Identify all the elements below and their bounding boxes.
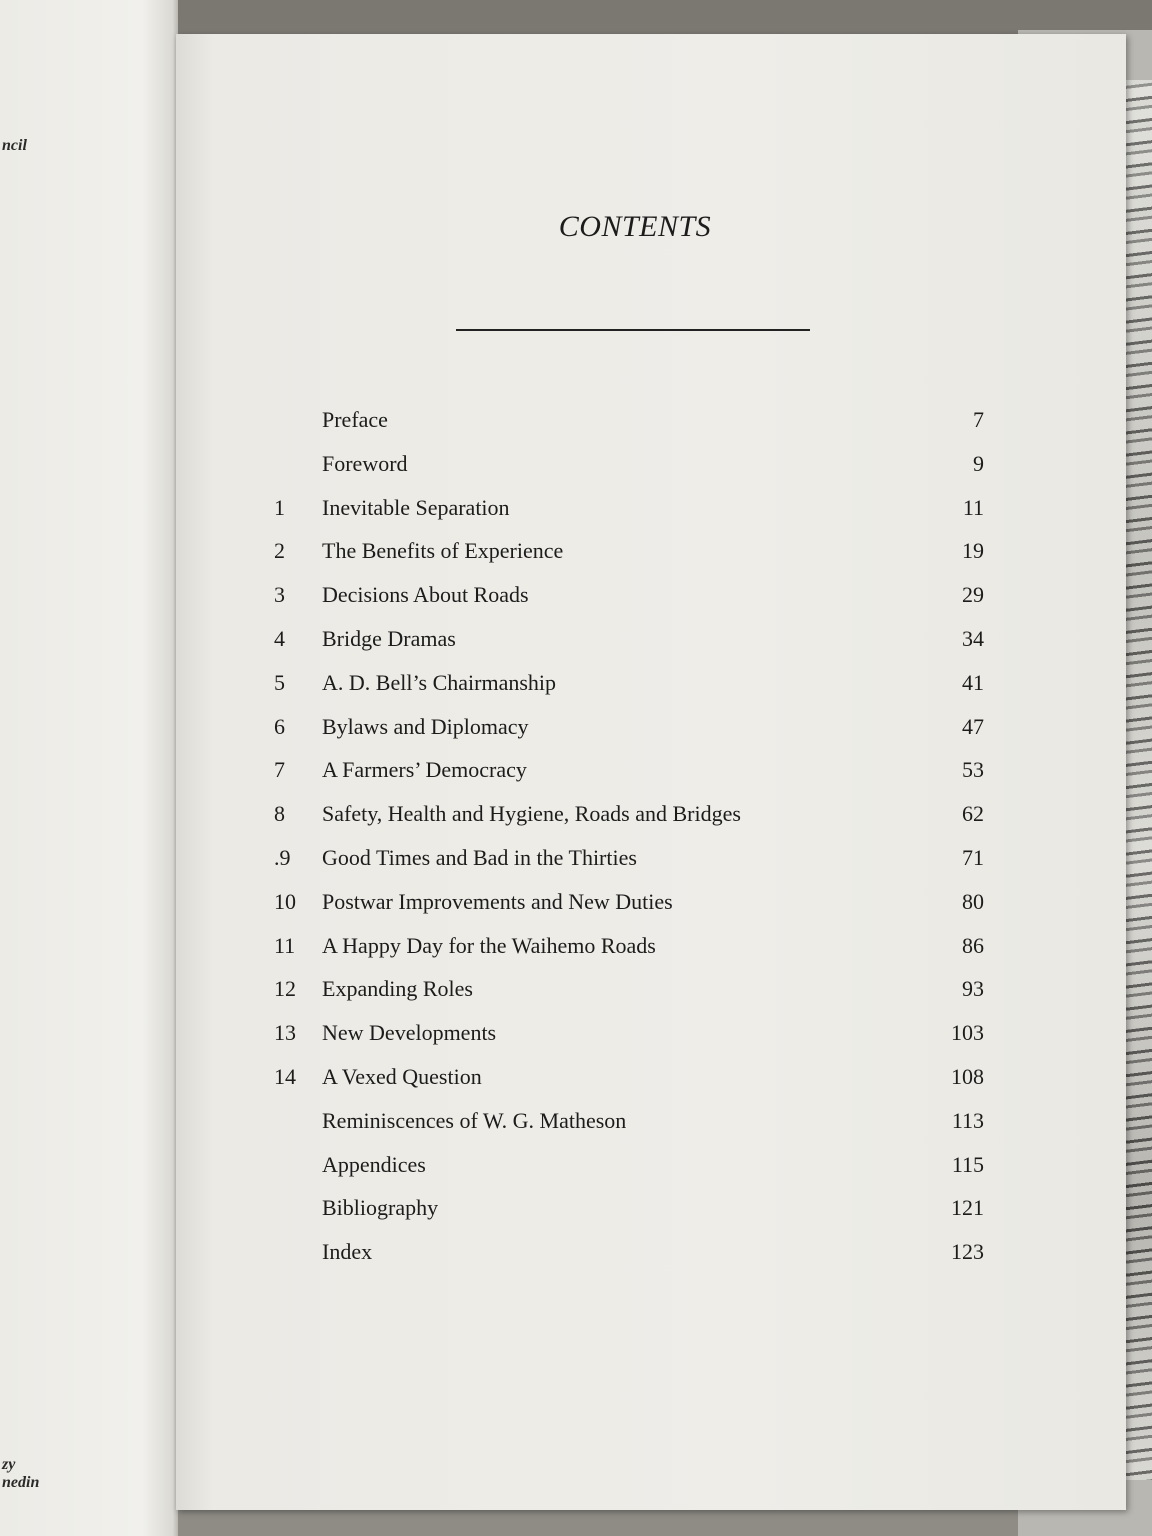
toc-page-number: 9 [973, 451, 984, 476]
toc-entry [176, 931, 1126, 961]
toc-chapter-number: 10 [274, 889, 296, 914]
toc-chapter-number: 5 [274, 670, 285, 695]
toc-chapter-number: 8 [274, 801, 285, 826]
toc-page-number: 108 [951, 1064, 984, 1089]
toc-chapter-number: 4 [274, 626, 285, 651]
toc-entry [176, 536, 1126, 566]
left-page-fragment: ncil [2, 137, 27, 154]
toc-chapter-number: 3 [274, 582, 285, 607]
toc-entry [176, 668, 1126, 698]
toc-entry [176, 799, 1126, 829]
toc-entry [176, 624, 1126, 654]
toc-entry [176, 405, 1126, 435]
toc-entry [176, 712, 1126, 742]
toc-entry-title: Index [322, 1239, 373, 1264]
toc-entry [176, 493, 1126, 523]
contents-page [176, 34, 1126, 1510]
toc-entry [176, 1150, 1126, 1180]
toc-page-number: 121 [951, 1195, 984, 1220]
toc-entry-title: A Vexed Question [322, 1064, 482, 1089]
toc-page-number: 29 [962, 582, 984, 607]
toc-page-number: 71 [962, 845, 984, 870]
toc-page-number: 19 [962, 538, 984, 563]
toc-entry-title: A Farmers’ Democracy [322, 757, 527, 782]
toc-entry-title: Bylaws and Diplomacy [322, 714, 529, 739]
toc-chapter-number: 6 [274, 714, 285, 739]
page-title: CONTENTS [558, 210, 712, 243]
toc-entry-title: Good Times and Bad in the Thirties [322, 845, 637, 870]
toc-entry-title: Decisions About Roads [322, 582, 529, 607]
toc-entry-title: A. D. Bell’s Chairmanship [322, 670, 557, 695]
toc-entry-title: New Developments [322, 1020, 497, 1045]
toc-entry-title: Postwar Improvements and New Duties [322, 889, 673, 914]
toc-entry [176, 755, 1126, 785]
toc-entry-title: Reminiscences of W. G. Matheson [322, 1108, 627, 1133]
toc-chapter-number: .9 [274, 845, 291, 870]
toc-page-number: 113 [951, 1108, 984, 1133]
toc-page-number: 80 [962, 889, 984, 914]
toc-entry-title: The Benefits of Experience [322, 538, 564, 563]
toc-entry [176, 449, 1126, 479]
toc-entry [176, 843, 1126, 873]
toc-entry-title: Appendices [322, 1152, 426, 1177]
left-page-fragment: zy [2, 1456, 16, 1473]
title-rule [456, 329, 810, 331]
toc-entry [176, 887, 1126, 917]
toc-entry-title: Expanding Roles [322, 976, 473, 1001]
toc-page-number: 11 [962, 495, 984, 520]
toc-entry-title: Safety, Health and Hygiene, Roads and Bridges [322, 801, 741, 826]
toc-chapter-number: 7 [274, 757, 285, 782]
toc-entry-title: Bridge Dramas [322, 626, 456, 651]
toc-page-number: 41 [962, 670, 984, 695]
toc-entry [176, 974, 1126, 1004]
toc-chapter-number: 12 [274, 976, 296, 1001]
toc-entry [176, 1193, 1126, 1223]
toc-page-number: 115 [951, 1152, 984, 1177]
toc-page-number: 7 [973, 407, 984, 432]
toc-page-number: 34 [962, 626, 984, 651]
toc-entry-title: Foreword [322, 451, 408, 476]
toc-chapter-number: 13 [274, 1020, 296, 1045]
toc-entry [176, 1018, 1126, 1048]
toc-chapter-number: 14 [274, 1064, 296, 1089]
toc-page-number: 86 [962, 933, 984, 958]
toc-entry-title: Preface [322, 407, 388, 432]
toc-page-number: 93 [962, 976, 984, 1001]
toc-entry [176, 1106, 1126, 1136]
toc-entry [176, 1237, 1126, 1267]
toc-page-number: 123 [951, 1239, 984, 1264]
toc-page-number: 103 [951, 1020, 984, 1045]
toc-page-number: 47 [962, 714, 984, 739]
toc-entry [176, 580, 1126, 610]
toc-chapter-number: 2 [274, 538, 285, 563]
left-page [0, 0, 178, 1536]
toc-page-number: 62 [962, 801, 984, 826]
toc-page-number: 53 [962, 757, 984, 782]
toc-entry-title: Inevitable Separation [322, 495, 510, 520]
left-page-fragment: nedin [2, 1474, 40, 1491]
toc-chapter-number: 1 [274, 495, 285, 520]
toc-chapter-number: 11 [274, 933, 296, 958]
toc-entry-title: A Happy Day for the Waihemo Roads [322, 933, 656, 958]
toc-entry [176, 1062, 1126, 1092]
toc-entry-title: Bibliography [322, 1195, 439, 1220]
